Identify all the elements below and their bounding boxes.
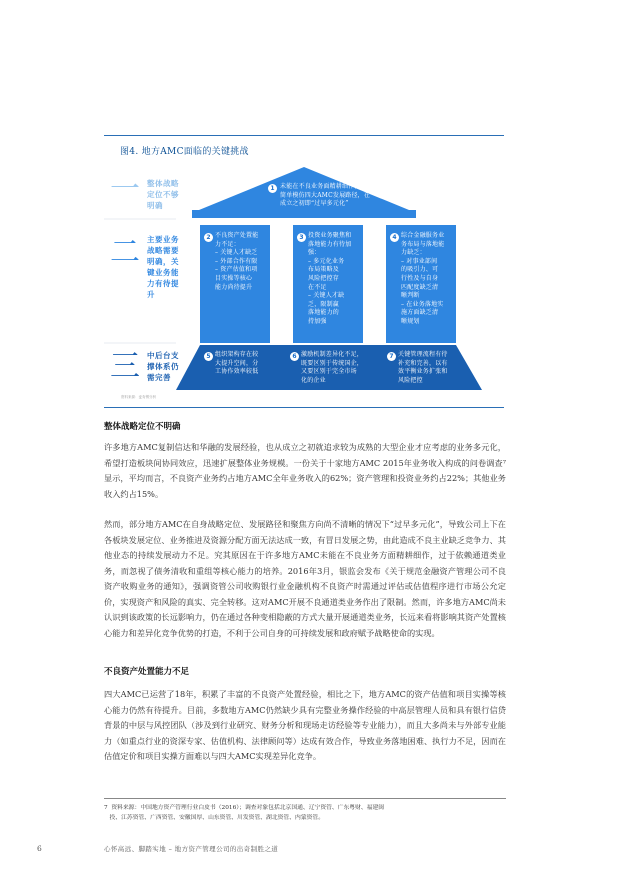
pillar-2-text: 不良资产处置能 力不足： – 关键人才缺乏 – 外部合作有限 – 资产估值和项 目实操等核心 能力尚待提升 <box>215 232 259 291</box>
tier-3-label: 中后台支 撑体系仍 需完善 <box>147 351 179 382</box>
badge-7: 7 <box>387 352 396 361</box>
section-heading-disposal: 不良资产处置能力不足 <box>104 667 190 677</box>
badge-5: 5 <box>204 352 213 361</box>
figure-top-rule <box>104 135 504 136</box>
badge-4: 4 <box>390 233 399 242</box>
base-6-text: 激励机制差异化不足， 既要区别于传统国企， 又要区别于完全市场 化的企业 <box>301 351 364 384</box>
section-heading-strategy: 整体战略定位不明确 <box>104 422 181 432</box>
base-5-text: 组织架构存在较 大提升空间，分 工协作效率较低 <box>215 351 259 376</box>
badge-2: 2 <box>204 233 213 242</box>
tier-3-number: 三 <box>110 349 140 384</box>
footnote-rule <box>104 798 506 799</box>
pillar-4-text: 综合金融服务业 务布局与落地能 力缺乏： – 对事业部间 的吸引力、可 行性及与自身 匹配度缺乏清 晰判断 – 在业务落地实 施方面缺乏清 晰规划 <box>401 232 445 325</box>
base-7-text: 关键管理流程有待 补充和完善，以有 效平衡业务扩张和 风险把控 <box>398 351 448 384</box>
paragraph: 许多地方AMC复制信达和华融的发展经验，也从成立之初就追求较为成熟的大型企业才应考虑的业务多元化，希望打造板块间协同效应，迅速扩展整体业务规模。一份关于十家地方AMC 2015年业务收入构成的问卷调查⁷显示，平均而言，不良资产业务约占地方AMC全年业务收入的62%；资产管理和投资业务约占22%；其他业务收入约占15%。 <box>104 442 506 499</box>
footnote: 7 资料来源：中国地方资产管理行业白皮书（2016）；调查对象包括北京国通、辽宁资管、广东粤财、福建闽 投、江苏资管、广西资管、安徽国厚、山东资管、川发资管、湖北资管、内蒙资管。 <box>104 805 385 821</box>
tier-2-label: 主要业务 战略需要 明确，关 键业务能 力有待提 升 <box>147 235 179 299</box>
figure-source: 资料来源：麦肯锡分析 <box>121 395 156 399</box>
tier-1-label: 整体战略 定位不够 明确 <box>147 179 179 210</box>
figure-title: 图4. 地方AMC面临的关键挑战 <box>120 147 249 157</box>
paragraph: 四大AMC已运营了18年，积累了丰富的不良资产处置经验，相比之下，地方AMC的资产估值和项目实操等核心能力仍然有待提升。目前，多数地方AMC仍然缺少具有完整业务操作经验的中高层管理人员和具有银行信贷背景的中层与风控团队（涉及到行业研究、财务分析和现场走访经验等专业能力），而且大多尚未与外部专业能力（如重点行业的资深专家、估值机构、法律顾问等）达成有效合作，导致业务落地困难、执行力不足，因而在估值定价和项目实操方面难以与四大AMC实现差异化竞争。 <box>104 689 506 761</box>
pillar-3-text: 投资业务聚焦和 落地能力有待加 强： – 多元化业务 布局策略及 风险把控存 在不足 – 关键人才缺 乏，限制赢 落地能力的 持加强 <box>308 232 352 325</box>
running-footer: 心怀高远、脚踏实地 – 地方资产管理公司的出奇制胜之道 <box>104 845 279 853</box>
badge-6: 6 <box>290 352 299 361</box>
badge-1: 1 <box>268 184 277 193</box>
badge-3: 3 <box>297 233 306 242</box>
roof-text: 未能在不良业务面精耕细作， 简单模仿四大AMC发展路径，在 成立之初即“过早多元化” <box>280 183 371 208</box>
tier-1-number: 一 <box>110 172 140 207</box>
roof-beam <box>192 210 416 218</box>
page-number: 6 <box>37 844 42 853</box>
paragraph: 然而，部分地方AMC在自身战略定位、发展路径和聚焦方向尚不清晰的情况下“过早多元化”，导致公司上下在各板块发展定位、业务推进及资源分配方面无法达成一致，有冒日发展之势，由此造成不良主业缺乏竞争力、其他业态的持续发展动力不足。究其原因在于许多地方AMC未能在不良业务方面精耕细作，过于依赖通道类业务，而忽视了债务清收和重组等核心能力的培养。2016年3月，银监会发布《关于规范金融资产管理公司不良资产收购业务的通知》，强调资管公司收购银行业金融机构不良资产时需通过评估或估值程序进行市场公允定价，实现资产和风险的真实、完全转移。这对AMC开展不良通道类业务作出了限制。然而，许多地方AMC尚未认识到该政策的长远影响力，仍在通过各种变相隐蔽的方式大量开展通道类业务，长远来看将影响其资产处置核心能力和差异化竞争优势的打造，不利于公司自身的可持续发展和政府赋予战略使命的实现。 <box>104 519 506 638</box>
tier-2-number: 二 <box>110 235 140 270</box>
figure-bottom-rule <box>104 407 504 408</box>
